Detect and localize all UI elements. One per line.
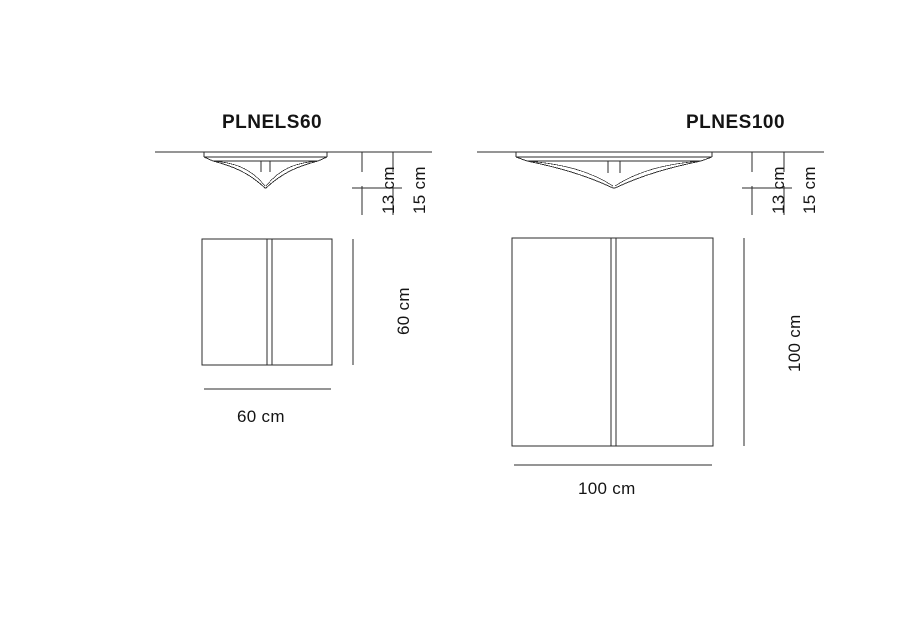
right-side-height-label: 15 cm: [800, 166, 819, 214]
right-side-depth-label: 13 cm: [769, 166, 788, 214]
left-side-depth-label: 13 cm: [379, 166, 398, 214]
left-front-width-label: 60 cm: [237, 407, 285, 426]
left-front-height-label: 60 cm: [394, 287, 413, 335]
product-title-right: PLNES100: [686, 112, 786, 133]
product-title-left: PLNELS60: [222, 112, 323, 133]
right-front-height-label: 100 cm: [785, 314, 804, 372]
right-front-width-label: 100 cm: [578, 479, 636, 498]
left-side-height-label: 15 cm: [410, 166, 429, 214]
